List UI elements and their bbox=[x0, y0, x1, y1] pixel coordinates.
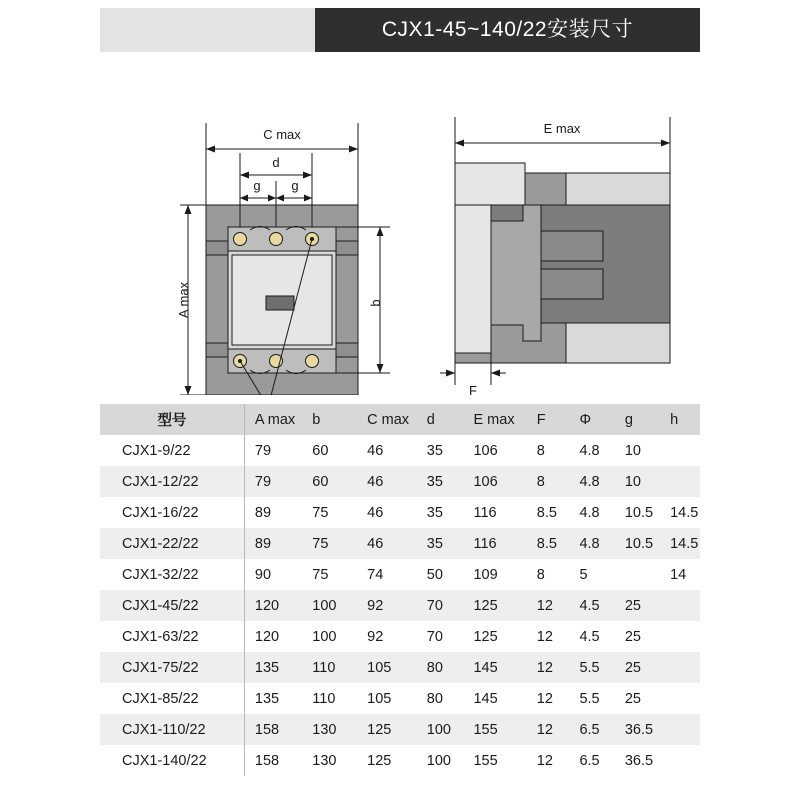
cell-d: 70 bbox=[426, 597, 443, 614]
cell-h: 14 bbox=[670, 566, 687, 583]
col-b: b bbox=[312, 411, 321, 428]
page-title: CJX1-45~140/22安装尺寸 bbox=[381, 18, 634, 41]
cell-f: 8.5 bbox=[536, 535, 557, 552]
cell-phi: 4.8 bbox=[579, 504, 600, 521]
col-f: F bbox=[536, 411, 546, 428]
cell-d: 35 bbox=[426, 504, 443, 521]
cell-b: 75 bbox=[312, 566, 329, 583]
cell-b: 130 bbox=[312, 721, 337, 738]
cell-b: 130 bbox=[312, 752, 337, 769]
label-c-max: C max bbox=[263, 127, 301, 142]
cell-phi: 4.8 bbox=[579, 473, 600, 490]
col-h: h bbox=[670, 411, 679, 428]
cell-phi: 6.5 bbox=[579, 721, 600, 738]
cell-f: 8 bbox=[536, 473, 545, 490]
cell-d: 100 bbox=[426, 721, 451, 738]
cell-phi: 5 bbox=[579, 566, 588, 583]
cell-h bbox=[660, 745, 700, 776]
cell-g: 10 bbox=[624, 442, 641, 459]
cell-c-max: 46 bbox=[367, 535, 384, 552]
cell-b: 100 bbox=[312, 628, 337, 645]
cell-phi: 4.5 bbox=[579, 597, 600, 614]
cell-c-max: 92 bbox=[367, 597, 384, 614]
cell-model: CJX1-110/22 bbox=[100, 714, 244, 745]
banner-left-block bbox=[100, 8, 315, 52]
cell-g: 10.5 bbox=[624, 504, 654, 521]
cell-b: 110 bbox=[312, 659, 336, 676]
cell-b: 60 bbox=[312, 442, 329, 459]
cell-a-max: 79 bbox=[254, 442, 272, 459]
cell-d: 50 bbox=[426, 566, 443, 583]
dimension-drawing bbox=[0, 55, 800, 395]
cell-model: CJX1-32/22 bbox=[100, 559, 244, 590]
cell-e-max: 145 bbox=[473, 690, 498, 707]
cell-f: 12 bbox=[536, 752, 553, 769]
col-g: g bbox=[624, 411, 633, 428]
cell-phi: 4.8 bbox=[579, 535, 600, 552]
cell-h: 14.5 bbox=[670, 504, 699, 521]
cell-d: 35 bbox=[426, 442, 443, 459]
col-d: d bbox=[426, 411, 435, 428]
cell-b: 110 bbox=[312, 690, 336, 707]
cell-a-max: 89 bbox=[254, 535, 272, 552]
cell-a-max: 120 bbox=[254, 597, 280, 614]
cell-a-max: 158 bbox=[254, 721, 280, 738]
cell-h bbox=[660, 683, 700, 714]
cell-f: 12 bbox=[536, 659, 553, 676]
cell-d: 100 bbox=[426, 752, 451, 769]
label-d: d bbox=[272, 155, 280, 170]
col-a-max: A max bbox=[254, 411, 296, 428]
cell-g: 10.5 bbox=[624, 535, 654, 552]
title-banner bbox=[100, 8, 700, 52]
cell-g: 36.5 bbox=[624, 752, 654, 769]
table-row bbox=[100, 497, 700, 528]
label-e-max: E max bbox=[543, 121, 581, 136]
cell-model: CJX1-85/22 bbox=[100, 683, 244, 714]
cell-h bbox=[660, 590, 700, 621]
cell-c-max: 92 bbox=[367, 628, 384, 645]
table-row bbox=[100, 528, 700, 559]
label-b: b bbox=[368, 299, 383, 307]
cell-a-max: 89 bbox=[254, 504, 272, 521]
cell-model: CJX1-16/22 bbox=[100, 497, 244, 528]
cell-a-max: 158 bbox=[254, 752, 280, 769]
cell-g: 25 bbox=[624, 659, 641, 676]
cell-f: 8 bbox=[536, 442, 545, 459]
cell-a-max: 135 bbox=[254, 659, 280, 676]
cell-c-max: 105 bbox=[367, 659, 392, 676]
cell-h bbox=[660, 621, 700, 652]
cell-e-max: 145 bbox=[473, 659, 498, 676]
table-row bbox=[100, 559, 700, 590]
label-a-max: A max bbox=[176, 281, 191, 319]
table-row bbox=[100, 745, 700, 776]
cell-model: CJX1-12/22 bbox=[100, 466, 244, 497]
cell-e-max: 155 bbox=[473, 721, 498, 738]
cell-phi: 5.5 bbox=[579, 659, 600, 676]
cell-model: CJX1-75/22 bbox=[100, 652, 244, 683]
cell-g: 10 bbox=[624, 473, 641, 490]
cell-e-max: 125 bbox=[473, 628, 498, 645]
cell-h bbox=[660, 466, 700, 497]
cell-c-max: 125 bbox=[367, 721, 392, 738]
table-row bbox=[100, 683, 700, 714]
cell-a-max: 135 bbox=[254, 690, 280, 707]
cell-h bbox=[660, 435, 700, 466]
table-row bbox=[100, 621, 700, 652]
cell-e-max: 106 bbox=[473, 473, 498, 490]
cell-phi: 4.8 bbox=[579, 442, 600, 459]
table-row bbox=[100, 714, 700, 745]
cell-e-max: 109 bbox=[473, 566, 498, 583]
cell-e-max: 125 bbox=[473, 597, 498, 614]
cell-e-max: 116 bbox=[473, 535, 497, 552]
cell-e-max: 106 bbox=[473, 442, 498, 459]
cell-h bbox=[660, 652, 700, 683]
cell-a-max: 120 bbox=[254, 628, 280, 645]
cell-d: 70 bbox=[426, 628, 443, 645]
cell-c-max: 74 bbox=[367, 566, 384, 583]
cell-phi: 5.5 bbox=[579, 690, 600, 707]
table-header-row bbox=[100, 404, 700, 435]
label-f: F bbox=[469, 383, 477, 395]
cell-h bbox=[660, 714, 700, 745]
cell-model: CJX1-22/22 bbox=[100, 528, 244, 559]
cell-e-max: 155 bbox=[473, 752, 498, 769]
cell-f: 8.5 bbox=[536, 504, 557, 521]
table-row bbox=[100, 466, 700, 497]
cell-phi: 4.5 bbox=[579, 628, 600, 645]
cell-c-max: 125 bbox=[367, 752, 392, 769]
cell-b: 75 bbox=[312, 535, 329, 552]
cell-g: 25 bbox=[624, 597, 641, 614]
cell-e-max: 116 bbox=[473, 504, 497, 521]
cell-f: 12 bbox=[536, 690, 553, 707]
col-model: 型号 bbox=[100, 404, 244, 435]
cell-f: 12 bbox=[536, 597, 553, 614]
cell-h: 14.5 bbox=[670, 535, 699, 552]
cell-a-max: 90 bbox=[254, 566, 272, 583]
cell-d: 80 bbox=[426, 659, 443, 676]
cell-c-max: 46 bbox=[367, 504, 384, 521]
label-g-right: g bbox=[291, 178, 299, 193]
cell-d: 80 bbox=[426, 690, 443, 707]
cell-d: 35 bbox=[426, 473, 443, 490]
cell-b: 60 bbox=[312, 473, 329, 490]
table-row bbox=[100, 435, 700, 466]
table-row bbox=[100, 590, 700, 621]
cell-model: CJX1-140/22 bbox=[100, 745, 244, 776]
label-g-left: g bbox=[253, 178, 261, 193]
cell-f: 8 bbox=[536, 566, 545, 583]
cell-c-max: 105 bbox=[367, 690, 392, 707]
cell-g: 25 bbox=[624, 690, 641, 707]
cell-model: CJX1-45/22 bbox=[100, 590, 244, 621]
cell-f: 12 bbox=[536, 721, 553, 738]
cell-d: 35 bbox=[426, 535, 443, 552]
table-row bbox=[100, 652, 700, 683]
cell-a-max: 79 bbox=[254, 473, 272, 490]
col-c-max: C max bbox=[367, 411, 410, 428]
cell-c-max: 46 bbox=[367, 473, 384, 490]
cell-g: 25 bbox=[624, 628, 641, 645]
cell-model: CJX1-63/22 bbox=[100, 621, 244, 652]
cell-phi: 6.5 bbox=[579, 752, 600, 769]
cell-model: CJX1-9/22 bbox=[100, 435, 244, 466]
cell-b: 100 bbox=[312, 597, 337, 614]
dimension-table bbox=[100, 404, 700, 776]
col-e-max: E max bbox=[473, 411, 515, 428]
cell-b: 75 bbox=[312, 504, 329, 521]
cell-g: 36.5 bbox=[624, 721, 654, 738]
cell-c-max: 46 bbox=[367, 442, 384, 459]
cell-g bbox=[615, 559, 660, 590]
col-phi: Φ bbox=[579, 411, 592, 428]
cell-f: 12 bbox=[536, 628, 553, 645]
